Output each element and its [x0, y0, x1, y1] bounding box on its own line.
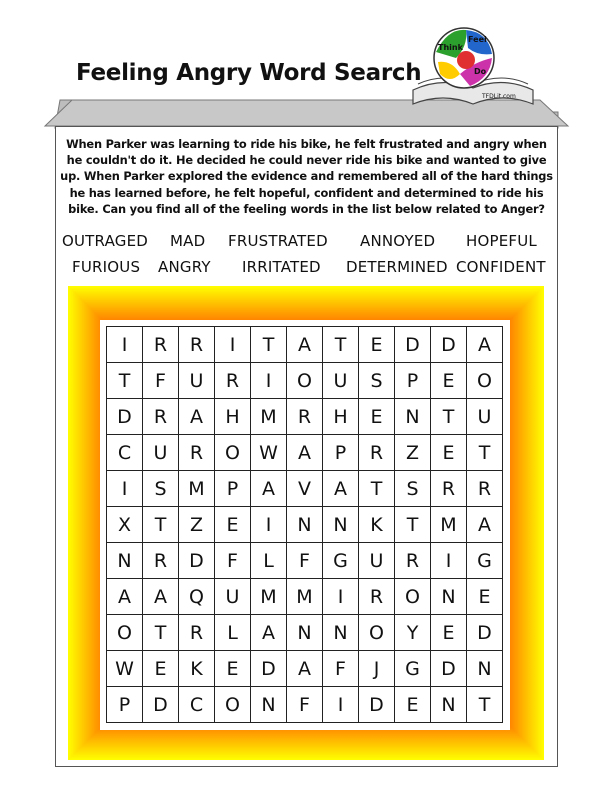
grid-cell[interactable]: A [107, 579, 143, 615]
grid-cell[interactable]: K [179, 651, 215, 687]
grid-cell[interactable]: N [431, 579, 467, 615]
grid-cell[interactable]: A [143, 579, 179, 615]
word-annoyed: ANNOYED [360, 232, 436, 250]
grid-cell[interactable]: X [107, 507, 143, 543]
grid-cell[interactable]: O [215, 687, 251, 723]
grid-cell[interactable]: R [179, 327, 215, 363]
grid-cell[interactable]: L [251, 543, 287, 579]
grid-cell[interactable]: R [143, 327, 179, 363]
grid-cell[interactable]: S [395, 471, 431, 507]
grid-cell[interactable]: R [143, 543, 179, 579]
grid-cell[interactable]: Z [179, 507, 215, 543]
grid-cell[interactable]: K [359, 507, 395, 543]
grid-cell[interactable]: A [251, 471, 287, 507]
grid-cell[interactable]: A [323, 471, 359, 507]
grid-cell[interactable]: R [179, 615, 215, 651]
grid-cell[interactable]: Y [395, 615, 431, 651]
grid-cell[interactable]: M [251, 399, 287, 435]
grid-cell[interactable]: M [179, 471, 215, 507]
grid-cell[interactable]: S [143, 471, 179, 507]
word-search-grid [106, 326, 503, 723]
grid-cell[interactable]: E [467, 579, 503, 615]
grid-cell[interactable]: R [215, 363, 251, 399]
grid-cell[interactable]: N [251, 687, 287, 723]
grid-cell[interactable]: A [287, 327, 323, 363]
grid-cell[interactable]: H [215, 399, 251, 435]
grid-cell[interactable]: O [359, 615, 395, 651]
grid-cell[interactable]: C [107, 435, 143, 471]
grid-cell[interactable]: O [395, 579, 431, 615]
grid-cell[interactable]: E [395, 687, 431, 723]
grid-cell[interactable]: S [359, 363, 395, 399]
grid-cell[interactable]: D [359, 687, 395, 723]
grid-cell[interactable]: O [107, 615, 143, 651]
grid-cell[interactable]: T [395, 507, 431, 543]
grid-cell[interactable]: R [179, 435, 215, 471]
grid-cell[interactable]: I [215, 327, 251, 363]
word-mad: MAD [170, 232, 206, 250]
word-hopeful: HOPEFUL [466, 232, 537, 250]
grid-cell[interactable]: T [323, 327, 359, 363]
grid-cell[interactable]: T [143, 507, 179, 543]
logo-word-do: Do [474, 67, 487, 76]
grid-cell[interactable]: E [359, 327, 395, 363]
grid-cell[interactable]: A [287, 651, 323, 687]
grid-cell[interactable]: T [467, 687, 503, 723]
grid-cell[interactable]: N [395, 399, 431, 435]
grid-cell[interactable]: D [395, 327, 431, 363]
grid-cell[interactable]: M [251, 579, 287, 615]
think-feel-do-logo [408, 18, 538, 118]
grid-cell[interactable]: U [467, 399, 503, 435]
grid-cell[interactable]: J [359, 651, 395, 687]
grid-cell[interactable]: P [215, 471, 251, 507]
grid-cell[interactable]: A [251, 615, 287, 651]
grid-cell[interactable]: V [287, 471, 323, 507]
grid-cell[interactable]: F [323, 651, 359, 687]
grid-cell[interactable]: F [215, 543, 251, 579]
word-angry: ANGRY [158, 258, 211, 276]
grid-cell[interactable]: R [143, 399, 179, 435]
grid-cell[interactable]: Z [395, 435, 431, 471]
word-confident: CONFIDENT [456, 258, 546, 276]
grid-cell[interactable]: E [215, 507, 251, 543]
grid-cell[interactable]: T [143, 615, 179, 651]
grid-cell[interactable]: E [431, 435, 467, 471]
grid-cell[interactable]: T [431, 399, 467, 435]
grid-cell[interactable]: E [431, 615, 467, 651]
grid-cell[interactable]: A [287, 435, 323, 471]
grid-cell[interactable]: P [323, 435, 359, 471]
logo-site: TFDLit.com [482, 93, 516, 100]
grid-cell[interactable]: F [143, 363, 179, 399]
logo-word-think: Think [438, 43, 463, 52]
grid-cell[interactable]: C [179, 687, 215, 723]
grid-cell[interactable]: N [287, 507, 323, 543]
grid-cell[interactable]: A [467, 327, 503, 363]
grid-cell[interactable]: U [323, 363, 359, 399]
grid-cell[interactable]: Q [179, 579, 215, 615]
grid-cell[interactable]: T [251, 327, 287, 363]
grid-cell[interactable]: D [251, 651, 287, 687]
grid-cell[interactable]: R [431, 471, 467, 507]
grid-cell[interactable]: E [431, 363, 467, 399]
grid-cell[interactable]: T [359, 471, 395, 507]
grid-cell[interactable]: A [467, 507, 503, 543]
word-determined: DETERMINED [346, 258, 448, 276]
grid-cell[interactable]: D [431, 327, 467, 363]
grid-cell[interactable]: G [323, 543, 359, 579]
grid-cell[interactable]: P [395, 363, 431, 399]
grid-cell[interactable]: I [323, 687, 359, 723]
grid-cell[interactable]: U [179, 363, 215, 399]
grid-cell[interactable]: N [323, 615, 359, 651]
grid-cell[interactable]: O [215, 435, 251, 471]
grid-cell[interactable]: I [431, 543, 467, 579]
grid-cell[interactable]: E [215, 651, 251, 687]
grid-cell[interactable]: T [107, 363, 143, 399]
grid-cell[interactable]: U [359, 543, 395, 579]
grid-cell[interactable]: F [287, 543, 323, 579]
grid-cell[interactable]: E [143, 651, 179, 687]
word-furious: FURIOUS [72, 258, 141, 276]
grid-cell[interactable]: M [287, 579, 323, 615]
grid-cell[interactable]: U [215, 579, 251, 615]
intro-text: When Parker was learning to ride his bike, he felt frustrated and angry when he couldn't do it. He decided he could never ride his bike and wanted to give up. When Parker explored the evidence and remembered all of the hard things he has learned before, he felt hopeful, confident and determined to ride his bike. Can you find all of the feeling words in the list below related to Anger? [60, 137, 553, 216]
page-title: Feeling Angry Word Search [76, 60, 422, 86]
grid-cell[interactable]: F [287, 687, 323, 723]
grid-cell[interactable]: I [107, 471, 143, 507]
grid-cell[interactable]: I [323, 579, 359, 615]
grid-cell[interactable]: G [467, 543, 503, 579]
grid-cell[interactable]: P [107, 687, 143, 723]
grid-cell[interactable]: I [107, 327, 143, 363]
grid-cell[interactable]: N [431, 687, 467, 723]
grid-cell[interactable]: I [251, 363, 287, 399]
grid-cell[interactable]: D [143, 687, 179, 723]
grid-cell[interactable]: D [107, 399, 143, 435]
grid-cell[interactable]: R [467, 471, 503, 507]
grid-cell[interactable]: R [359, 579, 395, 615]
grid-cell[interactable]: D [179, 543, 215, 579]
grid-cell[interactable]: W [251, 435, 287, 471]
grid-cell[interactable]: G [395, 651, 431, 687]
grid-cell[interactable]: R [395, 543, 431, 579]
grid-cell[interactable]: N [467, 651, 503, 687]
grid-cell[interactable]: M [431, 507, 467, 543]
grid-cell[interactable]: O [467, 363, 503, 399]
word-outraged: OUTRAGED [62, 232, 149, 250]
word-irritated: IRRITATED [242, 258, 321, 276]
grid-cell[interactable]: N [323, 507, 359, 543]
word-list [56, 232, 558, 282]
grid-cell[interactable]: O [287, 363, 323, 399]
grid-cell[interactable]: W [107, 651, 143, 687]
grid-cell[interactable]: N [107, 543, 143, 579]
grid-cell[interactable]: D [431, 651, 467, 687]
grid-cell[interactable]: U [143, 435, 179, 471]
logo-word-feel: Feel [468, 35, 487, 44]
grid-cell[interactable]: R [287, 399, 323, 435]
word-frustrated: FRUSTRATED [228, 232, 328, 250]
grid-cell[interactable]: H [323, 399, 359, 435]
grid-cell[interactable]: N [287, 615, 323, 651]
grid-cell[interactable]: E [359, 399, 395, 435]
grid-cell[interactable]: D [467, 615, 503, 651]
grid-cell[interactable]: A [179, 399, 215, 435]
grid-cell[interactable]: R [359, 435, 395, 471]
grid-cell[interactable]: I [251, 507, 287, 543]
grid-cell[interactable]: T [467, 435, 503, 471]
grid-cell[interactable]: L [215, 615, 251, 651]
